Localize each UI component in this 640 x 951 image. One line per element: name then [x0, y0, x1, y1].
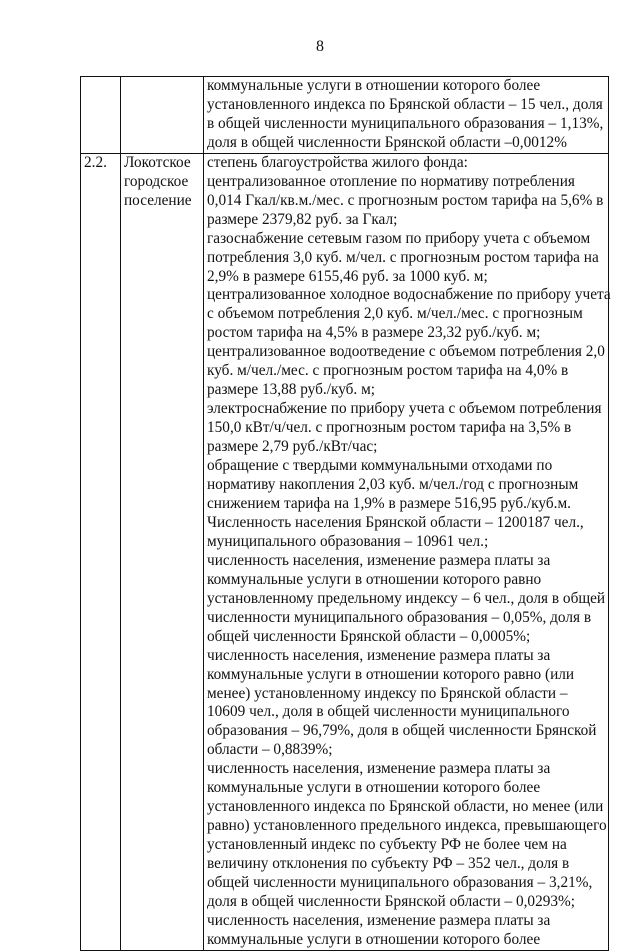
table-row — [81, 77, 609, 154]
text-line: муниципального образования – 10961 чел.; — [207, 532, 489, 550]
text-line: численность населения, изменение размера платы за — [207, 646, 551, 664]
text-line: установленного индекса по Брянской области, но менее (или — [207, 798, 604, 816]
text-line: ростом тарифа на 4,5% в размере 23,32 руб./куб. м; — [207, 324, 541, 342]
text-line: 0,014 Гкал/кв.м./мес. с прогнозным ростом тарифа на 5,6% в — [207, 191, 604, 209]
text-line: снижением тарифа на 1,9% в размере 516,95 руб./куб.м. — [207, 494, 571, 512]
text-line: с объемом потребления 2,0 куб. м/чел./мес. с прогнозным — [207, 305, 583, 323]
text-line: централизованное отопление по нормативу потребления — [207, 172, 575, 190]
text-line: централизованное холодное водоснабжение по прибору учета — [207, 286, 611, 304]
row-number: 2.2. — [84, 153, 107, 171]
text-line: численности муниципального образования – 0,05%, доля в — [207, 608, 592, 626]
text-line: 150,0 кВт/ч/чел. с прогнозным ростом тарифа на 3,5% в — [207, 419, 572, 437]
municipality-cell — [121, 77, 204, 154]
text-line: электроснабжение по прибору учета с объемом потребления — [207, 400, 602, 418]
text-line: величину отклонения по субъекту РФ – 352 чел., доля в — [207, 855, 570, 873]
text-line: куб. м/чел./мес. с прогнозным ростом тарифа на 4,0% в — [207, 362, 569, 380]
text-line: городское — [124, 172, 189, 190]
row-number-cell — [81, 153, 121, 950]
description-cell — [204, 77, 609, 154]
text-line: Локотское — [124, 153, 191, 171]
text-line: численность населения, изменение размера платы за — [207, 760, 551, 778]
text-line: централизованное водоотведение с объемом потребления 2,0 — [207, 343, 605, 361]
row-number-cell — [81, 77, 121, 154]
text-line: 2,9% в размере 6155,46 руб. за 1000 куб. м; — [207, 267, 488, 285]
text-line: коммунальные услуги в отношении которого более — [207, 930, 541, 948]
text-line: поселение — [124, 191, 192, 209]
text-line: коммунальные услуги в отношении которого более — [207, 779, 541, 797]
text-line: размере 2379,82 руб. за Гкал; — [207, 210, 398, 228]
text-line: обращение с твердыми коммунальными отходами по — [207, 457, 553, 475]
text-line: равно) установленного предельного индекса, превышающего — [207, 817, 607, 835]
text-line: коммунальные услуги в отношении которого равно (или — [207, 665, 575, 683]
text-line: установленный индекс по субъекту РФ не более чем на — [207, 836, 567, 854]
text-line: области – 0,8839%; — [207, 741, 333, 759]
text-line: потребления 3,0 куб. м/чел. с прогнозным ростом тарифа на — [207, 248, 599, 266]
description-cell — [204, 153, 609, 950]
text-line: газоснабжение сетевым газом по прибору учета с объемом — [207, 229, 591, 247]
text-line: общей численности муниципального образования – 3,21%, — [207, 874, 593, 892]
text-line: установленному предельному индексу – 6 чел., доля в общей — [207, 589, 606, 607]
text-line: доля в общей численности Брянской области – 0,0293%; — [207, 892, 576, 910]
text-line: коммунальные услуги в отношении которого более — [207, 77, 541, 94]
text-line: общей численности Брянской области – 0,0005%; — [207, 627, 531, 645]
table-row — [81, 153, 609, 950]
text-line: образования – 96,79%, доля в общей численности Брянской — [207, 722, 597, 740]
text-line: доля в общей численности Брянской области –0,0012% — [207, 133, 567, 151]
data-table — [80, 76, 609, 951]
text-line: в общей численности муниципального образования – 1,13%, — [207, 114, 604, 132]
text-line: численность населения, изменение размера платы за — [207, 551, 551, 569]
text-line: Численность населения Брянской области – 1200187 чел., — [207, 513, 584, 531]
table-body — [81, 77, 609, 951]
text-line: установленного индекса по Брянской области – 15 чел., доля — [207, 95, 603, 113]
text-line: менее) установленному индексу по Брянской области – — [207, 684, 568, 702]
text-line: численность населения, изменение размера платы за — [207, 911, 551, 929]
text-line: коммунальные услуги в отношении которого равно — [207, 570, 542, 588]
text-line: размере 13,88 руб./куб. м; — [207, 381, 376, 399]
text-line: 10609 чел., доля в общей численности муниципального — [207, 703, 570, 721]
page-number: 8 — [316, 38, 324, 55]
text-line: степень благоустройства жилого фонда: — [207, 153, 468, 171]
text-line: нормативу накопления 2,03 куб. м/чел./год с прогнозным — [207, 476, 579, 494]
text-line: размере 2,79 руб./кВт/час; — [207, 438, 378, 456]
municipality-cell — [121, 153, 204, 950]
